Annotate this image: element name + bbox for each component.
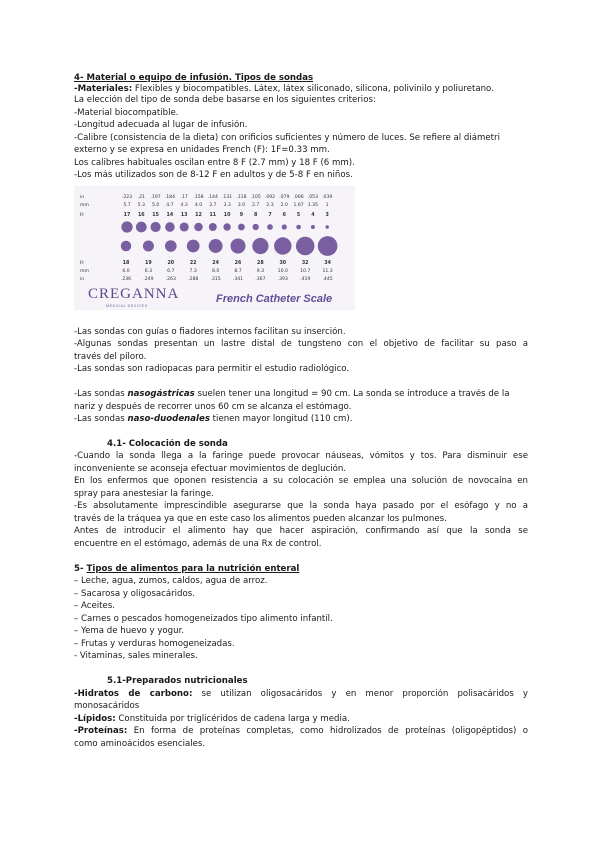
text-fragment: suelen tener una longitud = 90 cm. La sonda se introduce a través de la [194,389,510,399]
measurement-label: 4.7 [166,203,174,208]
french-size-label: 19 [145,261,152,266]
measurement-label: .079 [279,195,290,200]
paragraph-line: -Algunas sondas presentan un lastre distal de tungsteno con el objetivo de facilitar su paso a [74,339,528,349]
section-5-1-heading: 5.1-Preparados nutricionales [107,676,248,686]
catheter-size-dot [121,221,132,232]
paragraph-line: -Los más utilizados son de 8-12 F en adultos y de 5-8 F en niños. [74,170,353,180]
paragraph-line: inconveniente se aconseja efectuar movimientos de deglución. [74,464,347,474]
measurement-label: 11.3 [322,269,333,274]
measurement-label: .066 [293,195,304,200]
measurement-label: .393 [277,277,288,282]
paragraph-line: -Las sondas con guías o fiadores internos facilitan su inserción. [74,327,346,337]
paragraph-line: -Calibre (consistencia de la dieta) con orificios suficientes y número de luces. Se refiere al diámetri [74,133,500,143]
french-size-label: 14 [166,213,174,218]
french-size-label: 7 [268,213,272,218]
measurement-label: .053 [307,195,319,200]
measurement-label: 10.7 [300,269,311,274]
catheter-size-dot [187,240,200,253]
proteins-line [74,726,528,737]
measurement-label: .445 [322,277,333,282]
section-5-title: Tipos de alimentos para la nutrición enteral [86,564,300,574]
measurement-label: 5.7 [123,203,131,208]
measurement-label: 6.0 [122,269,130,274]
french-size-label: 15 [152,213,159,218]
section-5-number: 5- [74,564,87,574]
measurement-label: 4.0 [194,203,203,208]
row-label: mm [80,203,89,208]
french-size-label: 6 [282,213,286,218]
french-size-label: 3 [325,213,329,218]
measurement-label: .21 [137,195,145,200]
catheter-size-dot [121,241,131,251]
french-size-label: 10 [223,213,231,218]
catheter-size-dot [209,239,223,253]
measurement-label: .131 [221,195,233,200]
catheter-size-dot [267,224,273,230]
measurement-label: 5.0 [151,203,160,208]
nasogastric-term: nasogástricas [127,389,195,399]
measurement-label: 2.3 [266,203,274,208]
paragraph-line: como aminoácidos esenciales. [74,739,206,749]
catheter-size-dot [151,222,161,232]
catheter-size-dot [209,223,217,231]
nasoduodenal-line [74,414,528,425]
paragraph-line: spray para anestesiar la faringe. [74,489,214,499]
paragraph-line: -Es absolutamente imprescindible asegurarse que la sonda haya pasado por el esófago y no a [74,501,528,511]
materials-label: -Materiales: [74,84,133,94]
measurement-label: 2.0 [280,203,288,208]
section-5-heading [74,564,528,575]
section-4-1-heading: 4.1- Colocación de sonda [107,439,228,449]
measurement-label: 3.3 [223,203,231,208]
measurement-label: 1 [325,203,329,208]
list-item: - Vitaminas, sales minerales. [74,651,198,661]
list-item: – Carnes o pescados homogeneizados tipo alimento infantil. [74,614,333,624]
list-item: – Yema de huevo y yogur. [74,626,185,636]
text-fragment: -Las sondas [74,414,128,424]
catheter-size-dot [311,225,315,229]
french-size-label: 11 [209,213,217,218]
paragraph-line: -Longitud adecuada al lugar de infusión. [74,120,248,130]
measurement-label: .236 [120,277,132,282]
measurement-label: 9.3 [256,269,265,274]
french-size-label: 24 [212,261,219,266]
measurement-label: 8.0 [211,269,220,274]
catheter-size-dot [296,225,301,230]
french-size-label: 18 [122,261,130,266]
french-catheter-scale-figure [74,186,355,310]
catheter-size-dot [252,238,268,254]
section-4-heading [74,73,528,84]
catheter-size-dot [325,225,328,228]
row-label: in [80,195,85,200]
list-item: – Sacarosa y oligosacáridos. [74,589,195,599]
french-size-label: 26 [234,261,242,266]
measurement-label: .092 [264,195,276,200]
catheter-size-dot [282,224,287,229]
lipids-line [74,714,528,725]
catheter-size-dot [253,224,259,230]
catheter-size-dot [194,223,203,232]
catheter-size-dot [143,240,154,251]
measurement-label: .039 [322,195,333,200]
list-item: – Leche, agua, zumos, caldos, agua de arroz. [74,576,268,586]
paragraph-line: Antes de introducir el alimento hay que hacer aspiración, confirmando así que la sonda se [74,526,528,536]
paragraph-line: -Material biocompatible. [74,108,179,118]
measurement-label: .367 [255,277,266,282]
measurement-label: 10.0 [277,269,288,274]
carbohydrates-label: -Hidratos de carbono: [74,689,193,699]
catheter-size-dot [180,222,189,231]
catheter-size-dot [165,240,177,252]
french-size-label: 13 [180,213,188,218]
paragraph-line: monosacáridos [74,701,140,711]
measurement-label: 1.67 [293,203,304,208]
paragraph-line: -Cuando la sonda llega a la faringe puede provocar náuseas, vómitos y tos. Para disminuir ese [74,451,528,461]
list-item: – Frutas y verduras homogeneizadas. [74,639,235,649]
paragraph-line: través de la tráquea ya que en este caso los alimentos pueden alcanzar los pulmones. [74,514,447,524]
measurement-label: .118 [236,195,247,200]
measurement-label: .288 [188,277,199,282]
scale-caption: French Catheter Scale [216,293,333,305]
row-label: Fr [80,213,85,218]
measurement-label: .223 [121,195,133,200]
measurement-label: 3.0 [237,203,246,208]
row-label: mm [80,269,89,274]
list-item: – Aceites. [74,601,116,611]
measurement-label: 4.3 [180,203,188,208]
text-fragment: -Las sondas [74,389,128,399]
nasogastric-line [74,389,528,400]
row-label: in [80,277,85,282]
catheter-size-dot [318,236,338,256]
paragraph-line: Los calibres habituales oscilan entre 8 F (2.7 mm) y 18 F (6 mm). [74,158,355,168]
carbohydrates-line [74,689,528,700]
french-size-label: 22 [189,261,197,266]
french-size-label: 12 [195,213,202,218]
catheter-size-dot [230,238,245,253]
paragraph-line: -Las sondas son radiopacas para permitir el estudio radiológico. [74,364,350,374]
catheter-size-dot [165,222,175,232]
french-size-label: 17 [123,213,131,218]
carbohydrates-text: se utilizan oligosacáridos y en menor proporción polisacáridos y [192,689,528,699]
french-size-label: 9 [239,213,244,218]
proteins-label: -Proteínas: [74,726,128,736]
french-size-label: 16 [137,213,145,218]
measurement-label: 6.7 [167,269,175,274]
paragraph-line: En los enfermos que oponen resistencia a su colocación se emplea una solución de novocaína en [74,476,528,486]
measurement-label: .315 [210,277,221,282]
measurement-label: .197 [150,195,161,200]
measurement-label: 2.7 [252,203,260,208]
measurement-label: .144 [207,195,218,200]
french-size-label: 34 [324,261,331,266]
proteins-text: En forma de proteínas completas, como hidrolizados de proteínas (oligopéptidos) o [127,726,528,736]
french-size-label: 30 [279,261,287,266]
measurement-label: 3.7 [209,203,217,208]
catheter-size-dot [136,222,147,233]
nasoduodenal-term: naso-duodenales [127,414,210,424]
measurement-label: 1.35 [307,203,319,208]
paragraph-line: La elección del tipo de sonda debe basarse en los siguientes criterios: [74,95,376,105]
paragraph-line: encuentre en el estómago, además de una Rx de control. [74,539,322,549]
catheter-size-dot [274,237,291,254]
paragraph-line: externo y se expresa en unidades French (F): 1F=0.33 mm. [74,145,330,155]
creganna-logo-sub: MEDICAL DEVICES [106,304,148,308]
measurement-label: .263 [165,277,176,282]
measurement-label: .17 [180,195,188,200]
measurement-label: 6.3 [144,269,153,274]
materials-line [74,84,528,95]
french-size-label: 8 [254,213,258,218]
materials-text: Flexibles y biocompatibles. Látex, látex siliconado, silicona, polivinilo y poliuretano. [132,84,494,94]
paragraph-line: nariz y después de recorrer unos 60 cm se alcanza el estómago. [74,402,352,412]
measurement-label: .158 [193,195,204,200]
measurement-label: .341 [232,277,244,282]
measurement-label: .419 [300,277,311,282]
french-size-label: 28 [257,261,264,266]
row-label: Fr [80,261,85,266]
measurement-label: .184 [164,195,176,200]
french-size-label: 4 [311,213,315,218]
measurement-label: 8.7 [234,269,242,274]
section-4-heading-text: 4- Material o equipo de infusión. Tipos de sondas [74,73,314,83]
french-size-label: 20 [167,261,175,266]
measurement-label: .105 [250,195,261,200]
measurement-label: 7.3 [189,269,197,274]
catheter-size-dot [296,237,315,256]
text-fragment: tienen mayor longitud (110 cm). [209,414,353,424]
catheter-size-dot [238,224,245,231]
paragraph-line: través del píloro. [74,352,147,362]
lipids-text: Constituida por triglicéridos de cadena larga y media. [115,714,350,724]
creganna-logo: CREGANNA [88,286,180,302]
french-size-label: 32 [301,261,309,266]
catheter-size-dot [223,223,230,230]
french-catheter-scale-graphic [74,186,355,310]
measurement-label: .249 [143,277,154,282]
measurement-label: 5.3 [137,203,145,208]
french-size-label: 5 [296,213,301,218]
lipids-label: -Lípidos: [74,714,116,724]
